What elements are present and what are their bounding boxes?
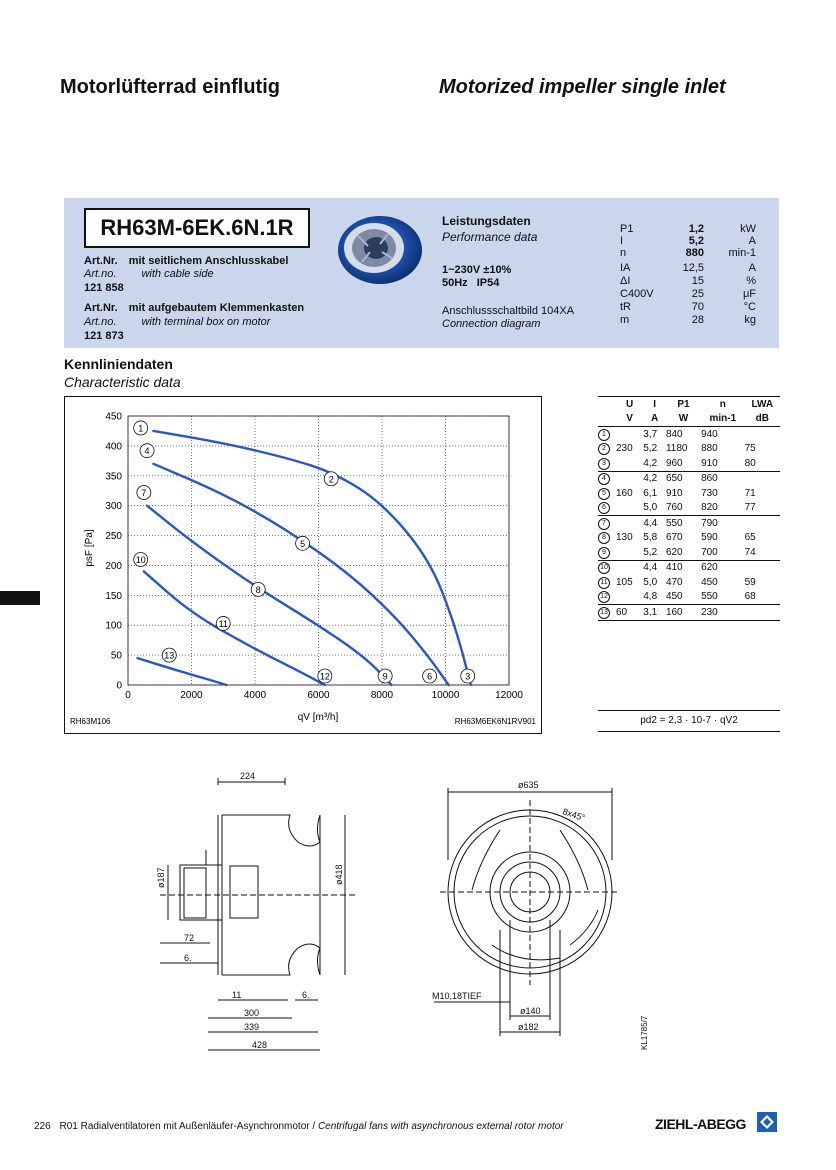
row-id-circle: 2 bbox=[598, 443, 610, 455]
table-cell: 620 bbox=[665, 546, 683, 558]
chart-note-right: RH63M6EK6N1RV901 bbox=[454, 717, 536, 726]
table-cell: 6,1 bbox=[643, 487, 658, 499]
row-id bbox=[598, 516, 616, 531]
table-cell: 410 bbox=[666, 560, 701, 575]
y-tick-label: 400 bbox=[105, 441, 122, 453]
row-id bbox=[598, 442, 616, 457]
dim-635: ø635 bbox=[518, 780, 539, 790]
table-cell: 5,0 bbox=[643, 576, 658, 588]
table-cell: 71 bbox=[744, 487, 756, 499]
row-id-circle: 7 bbox=[598, 518, 610, 530]
perf-title-en: Performance data bbox=[442, 230, 538, 244]
table-cell: 74 bbox=[744, 546, 756, 558]
row-id-circle: 13 bbox=[598, 607, 610, 619]
table-cell: 5,8 bbox=[643, 532, 658, 544]
perf-value: 15 bbox=[691, 275, 704, 287]
footer-text-en: Centrifugal fans with asynchronous external rotor motor bbox=[317, 1121, 564, 1132]
model-number: RH63M-6EK.6N.1R bbox=[84, 208, 310, 248]
marker-label-5: 5 bbox=[300, 538, 306, 549]
x-tick-label: 2000 bbox=[180, 690, 203, 701]
voltage: 1~230V ±10% bbox=[442, 264, 512, 276]
table-cell: 160 bbox=[666, 605, 701, 621]
table-cell: 940 bbox=[701, 427, 745, 442]
row-id-circle: 11 bbox=[598, 577, 610, 589]
table-cell: 860 bbox=[701, 471, 745, 486]
x-tick-label: 4000 bbox=[243, 690, 267, 701]
y-tick-label: 100 bbox=[105, 620, 122, 632]
row-id-circle: 10 bbox=[598, 562, 610, 574]
row-id-circle: 8 bbox=[598, 532, 610, 544]
variant2-line2 bbox=[84, 316, 270, 328]
dim-418: ø418 bbox=[334, 864, 344, 885]
table-cell bbox=[745, 427, 780, 442]
table-cell: 550 bbox=[666, 516, 701, 531]
variant1-label-en: Art.no. bbox=[84, 268, 117, 280]
table-cell bbox=[745, 605, 780, 621]
impeller-photo-icon bbox=[328, 212, 428, 286]
table-cell bbox=[616, 516, 643, 531]
table-header-row bbox=[598, 397, 780, 412]
table-cell: 230 bbox=[616, 443, 633, 455]
perf-symbol: C400V bbox=[620, 288, 654, 300]
y-tick-label: 50 bbox=[110, 650, 122, 662]
table-cell: 4,2 bbox=[643, 457, 658, 469]
dim-m10: M10,18TIEF bbox=[432, 991, 482, 1001]
table-row bbox=[598, 471, 780, 486]
front-view-drawing bbox=[420, 770, 640, 1070]
row-id-circle: 1 bbox=[598, 429, 610, 441]
table-cell: 5,2 bbox=[643, 443, 658, 455]
dim-428: 428 bbox=[252, 1040, 268, 1050]
table-cell: 60 bbox=[616, 605, 643, 621]
table-cell: 130 bbox=[616, 532, 633, 544]
perf-value: 28 bbox=[691, 314, 704, 326]
perf-unit: A bbox=[748, 235, 756, 247]
th-unit-v: V bbox=[616, 412, 643, 427]
table-row bbox=[598, 486, 780, 501]
dim-8x45: 8x45° bbox=[561, 806, 587, 824]
connection-de: Anschlussschaltbild 104XA bbox=[442, 305, 575, 317]
marker-label-13: 13 bbox=[164, 650, 175, 661]
th-lwa: LWA bbox=[745, 397, 780, 412]
th-empty bbox=[598, 397, 616, 412]
table-cell: 4,8 bbox=[643, 591, 658, 603]
table-cell bbox=[616, 560, 643, 575]
th-n: n bbox=[701, 397, 745, 412]
table-row bbox=[598, 605, 780, 621]
table-cell: 450 bbox=[701, 576, 718, 588]
characteristic-chart bbox=[64, 396, 542, 734]
perf-unit: kg bbox=[744, 314, 756, 326]
page-number: 226 bbox=[34, 1121, 51, 1132]
frequency: 50Hz bbox=[442, 277, 468, 289]
page-footer bbox=[34, 1121, 564, 1132]
dim-224: 224 bbox=[240, 771, 256, 781]
table-unit-row bbox=[598, 412, 780, 427]
row-id bbox=[598, 605, 616, 621]
perf-symbol: n bbox=[620, 247, 627, 259]
table-cell: 790 bbox=[701, 516, 745, 531]
variant2-desc-de: mit aufgebautem Klemmenkasten bbox=[128, 302, 305, 314]
table-cell: 470 bbox=[665, 576, 683, 588]
row-id bbox=[598, 427, 616, 442]
th-unit-w: W bbox=[666, 412, 701, 427]
drawing-reference: KL1785/7 bbox=[640, 1015, 649, 1050]
row-id bbox=[598, 590, 616, 605]
th-unit-db: dB bbox=[745, 412, 780, 427]
marker-label-2: 2 bbox=[328, 474, 334, 485]
table-row bbox=[598, 516, 780, 531]
marker-label-11: 11 bbox=[218, 618, 228, 629]
side-view-drawing bbox=[140, 770, 370, 1070]
marker-label-8: 8 bbox=[255, 584, 261, 595]
y-tick-label: 200 bbox=[105, 560, 122, 572]
marker-label-6: 6 bbox=[427, 671, 433, 682]
perf-symbol: P1 bbox=[620, 223, 634, 235]
perf-value: 880 bbox=[685, 247, 704, 259]
row-id-circle: 6 bbox=[598, 502, 610, 514]
table-cell: 65 bbox=[744, 532, 756, 544]
table-cell: 75 bbox=[744, 443, 756, 455]
table-cell: 760 bbox=[665, 502, 683, 514]
x-tick-label: 12000 bbox=[495, 690, 523, 701]
perf-unit: min-1 bbox=[728, 247, 756, 259]
perf-value: 12,5 bbox=[682, 262, 704, 274]
table-cell: 5,0 bbox=[643, 502, 658, 514]
table-cell: 4,4 bbox=[643, 516, 666, 531]
table-cell: 160 bbox=[616, 487, 633, 499]
variant2-desc-en: with terminal box on motor bbox=[141, 316, 271, 328]
variant2-number: 121 873 bbox=[84, 330, 124, 342]
brand-logo-icon bbox=[757, 1112, 777, 1132]
table-cell: 80 bbox=[744, 457, 756, 469]
table-cell: 77 bbox=[744, 502, 756, 514]
dynamic-pressure-formula: pd2 = 2,3 · 10-7 · qV2 bbox=[640, 715, 738, 726]
y-tick-label: 0 bbox=[116, 680, 122, 692]
variant2-label-de: Art.Nr. bbox=[84, 302, 118, 314]
marker-label-7: 7 bbox=[141, 488, 147, 499]
table-cell: 4,2 bbox=[643, 471, 666, 486]
table-cell bbox=[616, 545, 643, 560]
perf-symbol: tR bbox=[620, 301, 631, 313]
section-tab-marker bbox=[0, 591, 40, 605]
row-id bbox=[598, 545, 616, 560]
chart-ylabel: psF [Pa] bbox=[84, 529, 95, 567]
th-unit-a: A bbox=[643, 412, 666, 427]
x-tick-label: 8000 bbox=[370, 690, 394, 701]
table-cell bbox=[616, 456, 643, 471]
table-row bbox=[598, 545, 780, 560]
y-tick-label: 300 bbox=[105, 501, 122, 513]
table-cell bbox=[745, 516, 780, 531]
perf-value: 25 bbox=[691, 288, 704, 300]
perf-title-de: Leistungsdaten bbox=[442, 214, 531, 228]
x-tick-label: 10000 bbox=[431, 690, 460, 701]
table-cell: 105 bbox=[616, 576, 633, 588]
marker-label-10: 10 bbox=[135, 554, 146, 565]
variant1-label-de: Art.Nr. bbox=[84, 255, 118, 267]
table-cell: 880 bbox=[701, 443, 718, 455]
perf-symbol: IA bbox=[620, 262, 631, 274]
table-cell: 230 bbox=[701, 605, 745, 621]
footer-text-de: R01 Radialventilatoren mit Außenläufer-Asynchronmotor / bbox=[59, 1121, 316, 1132]
dim-182: ø182 bbox=[518, 1022, 539, 1032]
row-id bbox=[598, 471, 616, 486]
table-row bbox=[598, 501, 780, 516]
marker-label-4: 4 bbox=[144, 446, 150, 457]
table-row bbox=[598, 531, 780, 546]
table-cell bbox=[616, 590, 643, 605]
th-i: I bbox=[643, 397, 666, 412]
table-cell: 3,1 bbox=[643, 605, 666, 621]
y-tick-label: 150 bbox=[105, 590, 122, 602]
title-german: Motorlüfterrad einflutig bbox=[60, 76, 280, 98]
dim-6b: 6. bbox=[302, 990, 310, 1000]
th-unit-min: min-1 bbox=[701, 412, 745, 427]
table-cell: 650 bbox=[666, 471, 701, 486]
section-title-en: Characteristic data bbox=[64, 374, 181, 390]
x-tick-label: 6000 bbox=[307, 690, 330, 701]
marker-label-12: 12 bbox=[319, 671, 330, 682]
frequency-protection bbox=[442, 277, 499, 289]
dim-300: 300 bbox=[244, 1008, 260, 1018]
table-cell: 5,2 bbox=[643, 546, 658, 558]
table-cell: 590 bbox=[701, 532, 718, 544]
row-id-circle: 3 bbox=[598, 458, 610, 470]
table-cell: 730 bbox=[701, 487, 718, 499]
table-cell: 910 bbox=[665, 487, 683, 499]
perf-unit: °C bbox=[743, 301, 756, 313]
table-cell: 670 bbox=[665, 532, 683, 544]
formula-bottom-rule bbox=[598, 731, 780, 732]
perf-unit: A bbox=[748, 262, 756, 274]
th-p: P1 bbox=[666, 397, 701, 412]
row-id-circle: 9 bbox=[598, 547, 610, 559]
dim-339: 339 bbox=[244, 1022, 260, 1032]
table-cell: 700 bbox=[701, 546, 718, 558]
chart-xlabel: qV [m³/h] bbox=[297, 712, 339, 723]
perf-value: 1,2 bbox=[688, 223, 704, 235]
perf-unit: % bbox=[746, 275, 756, 287]
table-cell: 59 bbox=[744, 576, 756, 588]
table-row bbox=[598, 560, 780, 575]
variant2-line1 bbox=[84, 302, 304, 314]
th-unit-empty bbox=[598, 412, 616, 427]
table-cell bbox=[745, 560, 780, 575]
row-id-circle: 12 bbox=[598, 591, 610, 603]
table-row bbox=[598, 590, 780, 605]
row-id bbox=[598, 486, 616, 501]
variant1-line2 bbox=[84, 268, 214, 280]
variant1-line1 bbox=[84, 255, 288, 267]
perf-symbol: m bbox=[620, 314, 630, 326]
row-id bbox=[598, 560, 616, 575]
marker-label-1: 1 bbox=[138, 423, 144, 434]
y-tick-label: 450 bbox=[105, 411, 122, 423]
table-cell: 840 bbox=[666, 427, 701, 442]
variant1-desc-de: mit seitlichem Anschlusskabel bbox=[128, 255, 289, 267]
table-cell: 68 bbox=[744, 591, 756, 603]
table-cell: 960 bbox=[665, 457, 683, 469]
y-tick-label: 250 bbox=[105, 531, 122, 543]
perf-value: 5,2 bbox=[688, 235, 704, 247]
title-english: Motorized impeller single inlet bbox=[439, 76, 726, 98]
perf-symbol: ΔI bbox=[620, 275, 631, 287]
perf-unit: μF bbox=[742, 288, 756, 300]
perf-unit: kW bbox=[740, 223, 756, 235]
table-row bbox=[598, 575, 780, 590]
table-cell: 620 bbox=[701, 560, 745, 575]
row-id bbox=[598, 575, 616, 590]
table-row bbox=[598, 456, 780, 471]
dim-72: 72 bbox=[184, 933, 195, 943]
perf-symbol: I bbox=[620, 235, 624, 247]
operating-points-table bbox=[598, 396, 780, 621]
table-cell bbox=[616, 501, 643, 516]
brand-logo: ZIEHL-ABEGG bbox=[655, 1116, 746, 1132]
row-id bbox=[598, 456, 616, 471]
dim-11: 11 bbox=[232, 990, 242, 1000]
y-tick-label: 350 bbox=[105, 471, 122, 483]
table-cell bbox=[745, 471, 780, 486]
dim-6a: 6. bbox=[184, 953, 192, 963]
ip-rating: IP54 bbox=[476, 277, 500, 289]
row-id bbox=[598, 531, 616, 546]
table-cell bbox=[616, 471, 643, 486]
table-cell: 4,4 bbox=[643, 560, 666, 575]
row-id bbox=[598, 501, 616, 516]
table-cell: 1180 bbox=[665, 443, 688, 455]
table-row bbox=[598, 442, 780, 457]
table-cell bbox=[616, 427, 643, 442]
chart-note-left: RH63M106 bbox=[70, 717, 111, 726]
table-row bbox=[598, 427, 780, 442]
variant1-number: 121 858 bbox=[84, 282, 124, 294]
section-title-de: Kennliniendaten bbox=[64, 356, 173, 372]
table-cell: 450 bbox=[665, 591, 683, 603]
table-cell: 910 bbox=[701, 457, 718, 469]
perf-value: 70 bbox=[691, 301, 704, 313]
table-cell: 820 bbox=[701, 502, 718, 514]
formula-top-rule bbox=[598, 710, 780, 711]
dim-187: ø187 bbox=[156, 867, 166, 888]
connection-en: Connection diagram bbox=[442, 318, 541, 330]
dim-140: ø140 bbox=[520, 1006, 541, 1016]
table-cell: 550 bbox=[701, 591, 718, 603]
row-id-circle: 4 bbox=[598, 473, 610, 485]
row-id-circle: 5 bbox=[598, 488, 610, 500]
x-tick-label: 0 bbox=[125, 690, 131, 701]
marker-label-9: 9 bbox=[382, 671, 388, 682]
variant2-label-en: Art.no. bbox=[84, 316, 117, 328]
marker-label-3: 3 bbox=[465, 671, 471, 682]
table-cell: 3,7 bbox=[643, 427, 666, 442]
variant1-desc-en: with cable side bbox=[141, 268, 214, 280]
th-u: U bbox=[616, 397, 643, 412]
